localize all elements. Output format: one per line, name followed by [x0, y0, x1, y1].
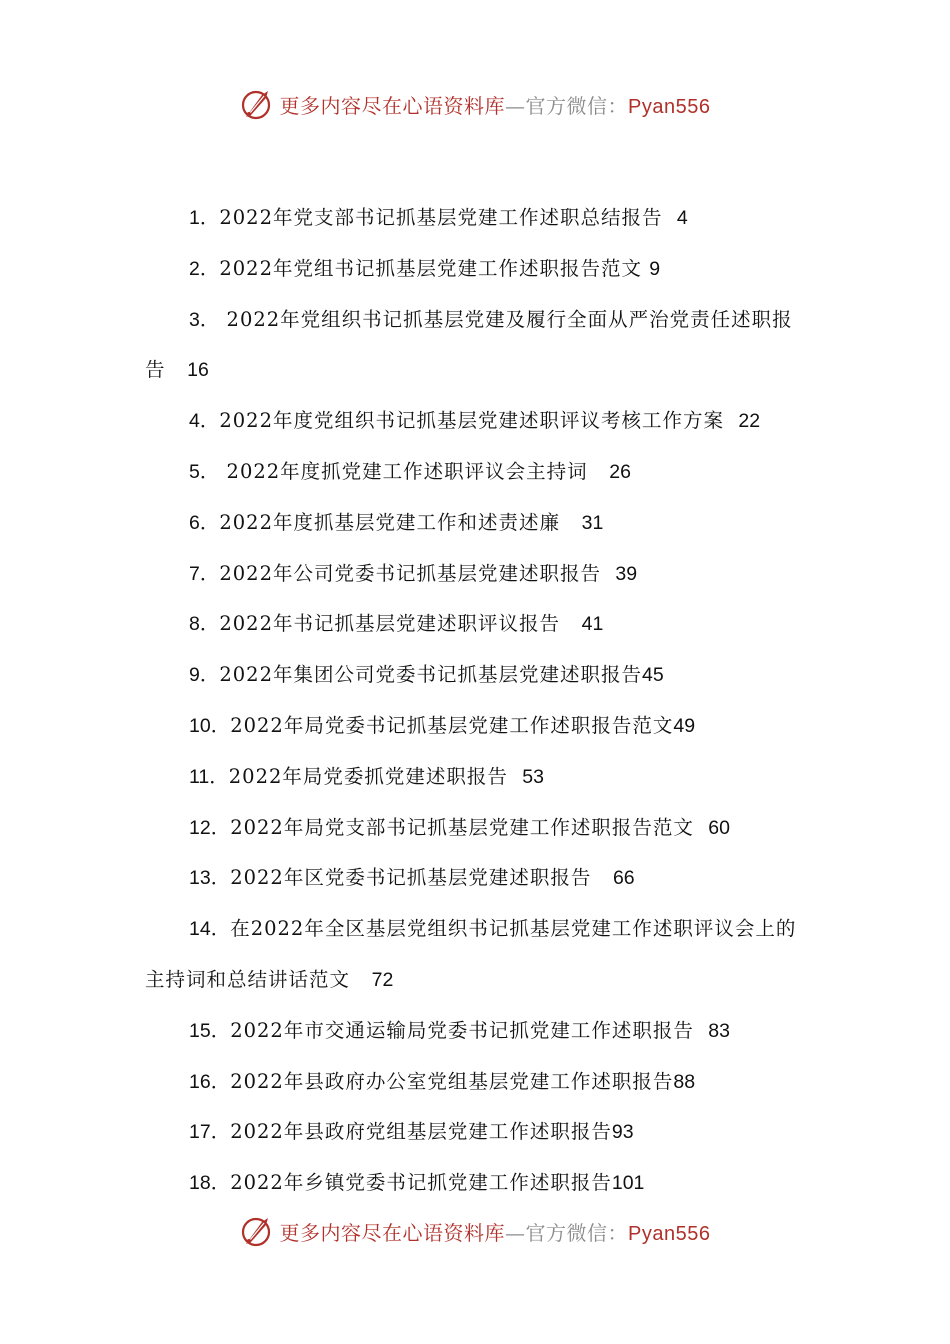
- toc-entry-number: 9．: [189, 664, 220, 687]
- toc-entry-page-number: 66: [612, 867, 635, 890]
- toc-entry-spacer: [694, 816, 708, 839]
- toc-entry-title: 2022年度抓党建工作述职评议会主持词: [219, 459, 588, 483]
- toc-entry-title: 2022年县政府办公室党组基层党建工作述职报告: [230, 1069, 674, 1093]
- toc-entry-spacer: [588, 460, 610, 483]
- toc-entry-number: 12．: [189, 816, 231, 839]
- toc-entry[interactable]: [145, 244, 810, 295]
- toc-entry-number: 7．: [189, 562, 220, 585]
- toc-entry-page-number: 16: [187, 359, 209, 382]
- footer-banner: [0, 1209, 950, 1253]
- toc-entry-spacer: [601, 562, 615, 585]
- table-of-contents: [145, 193, 810, 1209]
- toc-entry-title: 2022年局党支部书记抓基层党建工作述职报告范文: [230, 815, 694, 839]
- toc-entry-title: 2022年县政府党组基层党建工作述职报告: [230, 1120, 612, 1144]
- toc-entry-title: 在2022年全区基层党组织书记抓基层党建工作述职评议会上的主持词和总结讲话范文: [145, 917, 797, 991]
- header-wechat-label: 官方微信：: [525, 93, 629, 118]
- toc-entry-number: 10．: [189, 714, 231, 737]
- toc-entry-spacer: [724, 409, 738, 432]
- toc-entry-number: 2．: [189, 257, 220, 280]
- toc-entry-page-number: 60: [708, 816, 730, 839]
- toc-entry-number: 1．: [189, 207, 220, 229]
- toc-entry-spacer: [591, 866, 613, 889]
- toc-entry-spacer: [350, 968, 372, 991]
- toc-entry-page-number: 88: [673, 1070, 696, 1093]
- toc-entry-page-number: 4: [676, 207, 688, 229]
- header-banner-content: [240, 87, 711, 121]
- toc-entry[interactable]: [145, 1107, 810, 1158]
- header-wechat-id: Pyan556: [628, 95, 711, 118]
- toc-entry-number: 17．: [189, 1121, 231, 1144]
- header-slogan: 更多内容尽在心语资料库: [279, 93, 506, 118]
- toc-entry-number: 5．: [189, 460, 220, 483]
- footer-banner-content: [240, 1214, 711, 1248]
- toc-entry[interactable]: [145, 1006, 810, 1057]
- header-dash: —: [505, 93, 526, 118]
- toc-entry-number: 3．: [189, 308, 220, 331]
- footer-wechat-label: 官方微信：: [525, 1220, 629, 1245]
- toc-entry-page-number: 72: [371, 968, 394, 991]
- toc-entry[interactable]: [145, 1158, 810, 1209]
- toc-entry-title: 2022年党组书记抓基层党建工作述职报告范文: [219, 256, 642, 280]
- toc-entry-page-number: 26: [609, 460, 631, 483]
- header-banner-text: [280, 90, 711, 119]
- toc-entry-spacer: [166, 358, 188, 381]
- toc-entry-title: 2022年区党委书记抓基层党建述职报告: [230, 866, 592, 890]
- toc-entry-spacer: [508, 765, 522, 788]
- toc-entry-number: 14．: [189, 918, 231, 941]
- toc-entry-title: 2022年党组织书记抓基层党建及履行全面从严治党责任述职报告: [145, 307, 793, 382]
- toc-entry[interactable]: [145, 701, 810, 752]
- toc-entry-page-number: 93: [611, 1121, 634, 1144]
- toc-entry-title: 2022年公司党委书记抓基层党建述职报告: [219, 561, 601, 585]
- toc-entry-spacer: [560, 511, 582, 534]
- footer-banner-text: [280, 1217, 711, 1246]
- toc-entry-title: 2022年市交通运输局党委书记抓党建工作述职报告: [230, 1018, 694, 1042]
- toc-entry-page-number: 53: [522, 765, 544, 788]
- toc-entry-number: 18．: [189, 1172, 231, 1195]
- toc-entry-title: 2022年乡镇党委书记抓党建工作述职报告: [230, 1171, 612, 1195]
- toc-entry[interactable]: [145, 396, 810, 447]
- toc-entry-page-number: 31: [581, 511, 604, 534]
- toc-entry-page-number: 83: [708, 1019, 730, 1042]
- toc-entry-page-number: 49: [673, 714, 696, 737]
- toc-entry-number: 11．: [189, 765, 229, 788]
- toc-entry-page-number: 22: [738, 410, 761, 433]
- toc-entry-page-number: 39: [615, 562, 638, 585]
- toc-entry-number: 13．: [189, 867, 231, 890]
- toc-entry[interactable]: [145, 904, 810, 1006]
- header-banner: [0, 82, 950, 126]
- toc-entry[interactable]: [145, 498, 810, 549]
- toc-entry-number: 16．: [189, 1070, 231, 1093]
- toc-entry-number: 4．: [189, 410, 220, 433]
- toc-entry[interactable]: [145, 650, 810, 701]
- toc-entry-spacer: [560, 612, 582, 635]
- toc-entry[interactable]: [145, 803, 810, 854]
- footer-dash: —: [505, 1220, 526, 1245]
- toc-entry[interactable]: [145, 1057, 810, 1108]
- toc-entry[interactable]: [145, 853, 810, 904]
- toc-entry-title: 2022年局党委书记抓基层党建工作述职报告范文: [230, 713, 674, 737]
- toc-entry-title: 2022年集团公司党委书记抓基层党建述职报告: [219, 663, 642, 687]
- toc-entry-spacer: [694, 1019, 708, 1042]
- toc-entry-page-number: 45: [642, 664, 664, 687]
- toc-entry[interactable]: [145, 193, 810, 244]
- toc-entry-spacer: [663, 206, 677, 229]
- toc-entry-number: 8．: [189, 613, 220, 636]
- toc-entry[interactable]: [145, 599, 810, 650]
- toc-entry-page-number: 101: [611, 1172, 645, 1195]
- toc-entry[interactable]: [145, 752, 810, 803]
- quill-pen-logo-icon: [240, 87, 274, 121]
- quill-pen-logo-icon: [240, 1214, 274, 1248]
- toc-entry-number: 6．: [189, 511, 220, 534]
- toc-entry-page-number: 41: [581, 613, 604, 636]
- toc-entry[interactable]: [145, 295, 810, 397]
- toc-entry[interactable]: [145, 549, 810, 600]
- toc-entry-number: 15．: [189, 1019, 231, 1042]
- toc-entry-title: 2022年度抓基层党建工作和述责述廉: [219, 510, 560, 534]
- toc-entry-page-number: 9: [649, 257, 661, 280]
- footer-slogan: 更多内容尽在心语资料库: [279, 1220, 506, 1245]
- toc-entry-title: 2022年度党组织书记抓基层党建述职评议考核工作方案: [219, 409, 724, 433]
- toc-entry-title: 2022年书记抓基层党建述职评议报告: [219, 612, 560, 636]
- footer-wechat-id: Pyan556: [628, 1222, 711, 1245]
- toc-entry[interactable]: [145, 447, 810, 498]
- toc-entry-title: 2022年局党委抓党建述职报告: [228, 764, 508, 788]
- toc-entry-title: 2022年党支部书记抓基层党建工作述职总结报告: [219, 206, 663, 229]
